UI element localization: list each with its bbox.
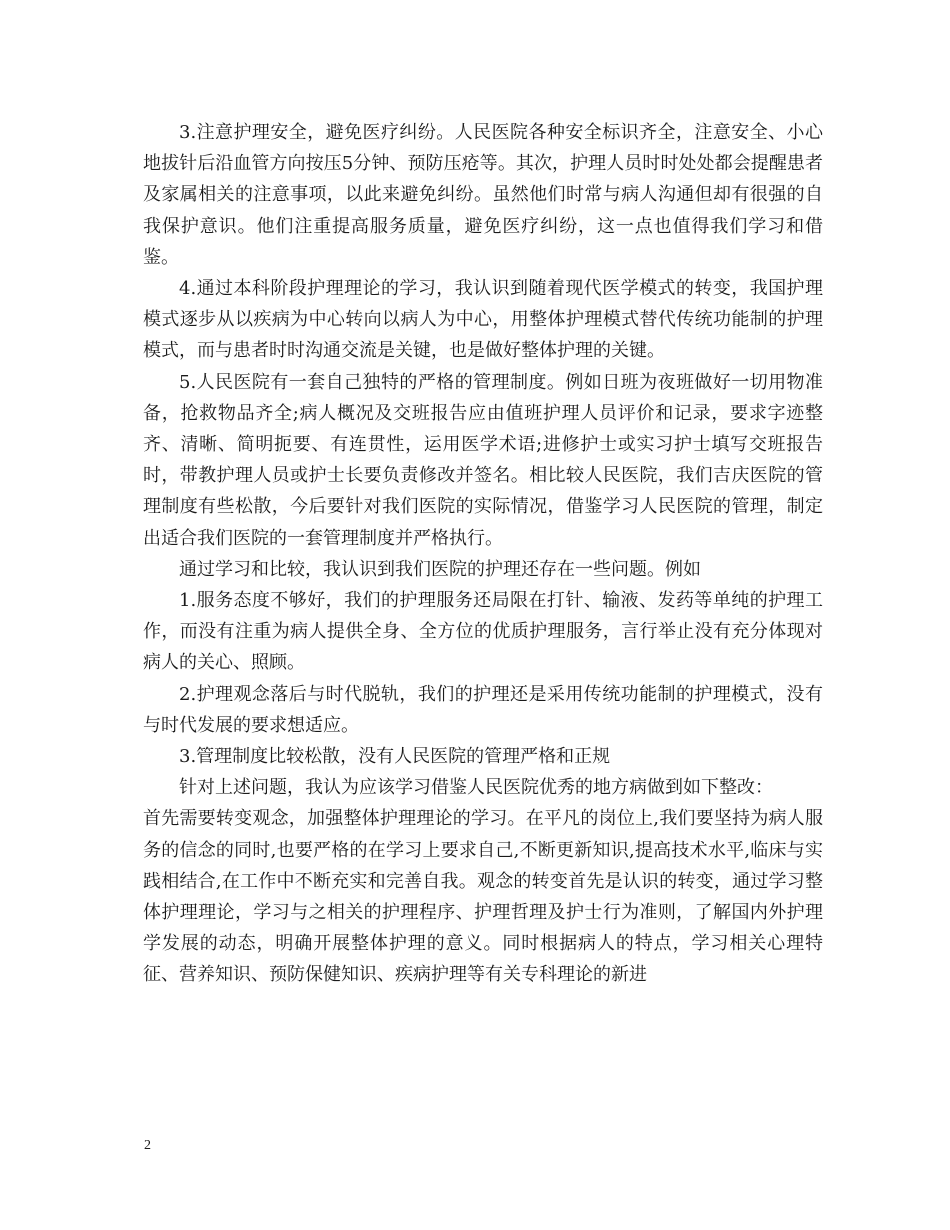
paragraph-problems-intro: 通过学习和比较，我认识到我们医院的护理还存在一些问题。例如	[179, 558, 701, 580]
paragraph-rectification-intro: 针对上述问题，我认为应该学习借鉴人民医院优秀的地方病做到如下整改：	[179, 777, 773, 799]
paragraph-problem-management: 3.管理制度比较松散，没有人民医院的管理严格和正规	[179, 746, 611, 768]
paragraph-management-system: 5.人民医院有一套自己独特的严格的管理制度。例如日班为夜班做好一切用物准备，抢救物品齐全;病人概况及交班报告应由值班护理人员评价和记录，要求字迹整齐、清晰、简明扼要、有连贯性，运用医学术语;进修护士或实习护士填写交班报告时，带教护理人员或护士长要负责修改并签名。相比较人民医院，我们吉庆医院的管理制度有些松散，今后要针对我们医院的实际情况，借鉴学习人民医院的管理，制定出适合我们医院的一套管理制度并严格执行。	[143, 371, 823, 549]
document-body	[143, 117, 823, 991]
paragraph-problem-service: 1.服务态度不够好，我们的护理服务还局限在打针、输液、发药等单纯的护理工作，而没有注重为病人提供全身、全方位的优质护理服务，言行举止没有充分体现对病人的关心、照顾。	[143, 590, 823, 674]
page-number: 2	[144, 1138, 151, 1153]
paragraph-safety: 3.注意护理安全，避免医疗纠纷。人民医院各种安全标识齐全，注意安全、小心地拔针后沿血管方向按压5分钟、预防压疮等。其次，护理人员时时处处都会提醒患者及家属相关的注意事项，以此来避免纠纷。虽然他们时常与病人沟通但却有很强的自我保护意识。他们注重提高服务质量，避免医疗纠纷，这一点也值得我们学习和借鉴。	[143, 122, 823, 268]
paragraph-problem-concept: 2.护理观念落后与时代脱轨，我们的护理还是采用传统功能制的护理模式，没有与时代发展的要求想适应。	[143, 683, 823, 736]
paragraph-nursing-model: 4.通过本科阶段护理理论的学习，我认识到随着现代医学模式的转变，我国护理模式逐步从以疾病为中心转向以病人为中心，用整体护理模式替代传统功能制的护理模式，而与患者时时沟通交流是关键，也是做好整体护理的关键。	[143, 278, 823, 362]
paragraph-rectification-first: 首先需要转变观念，加强整体护理理论的学习。在平凡的岗位上,我们要坚持为病人服务的信念的同时,也要严格的在学习上要求自己,不断更新知识,提高技术水平,临床与实践相结合,在工作中不断充实和完善自我。观念的转变首先是认识的转变，通过学习整体护理理论，学习与之相关的护理程序、护理哲理及护士行为准则，了解国内外护理学发展的动态，明确开展整体护理的意义。同时根据病人的特点，学习相关心理特征、营养知识、预防保健知识、疾病护理等有关专科理论的新进	[143, 808, 823, 986]
